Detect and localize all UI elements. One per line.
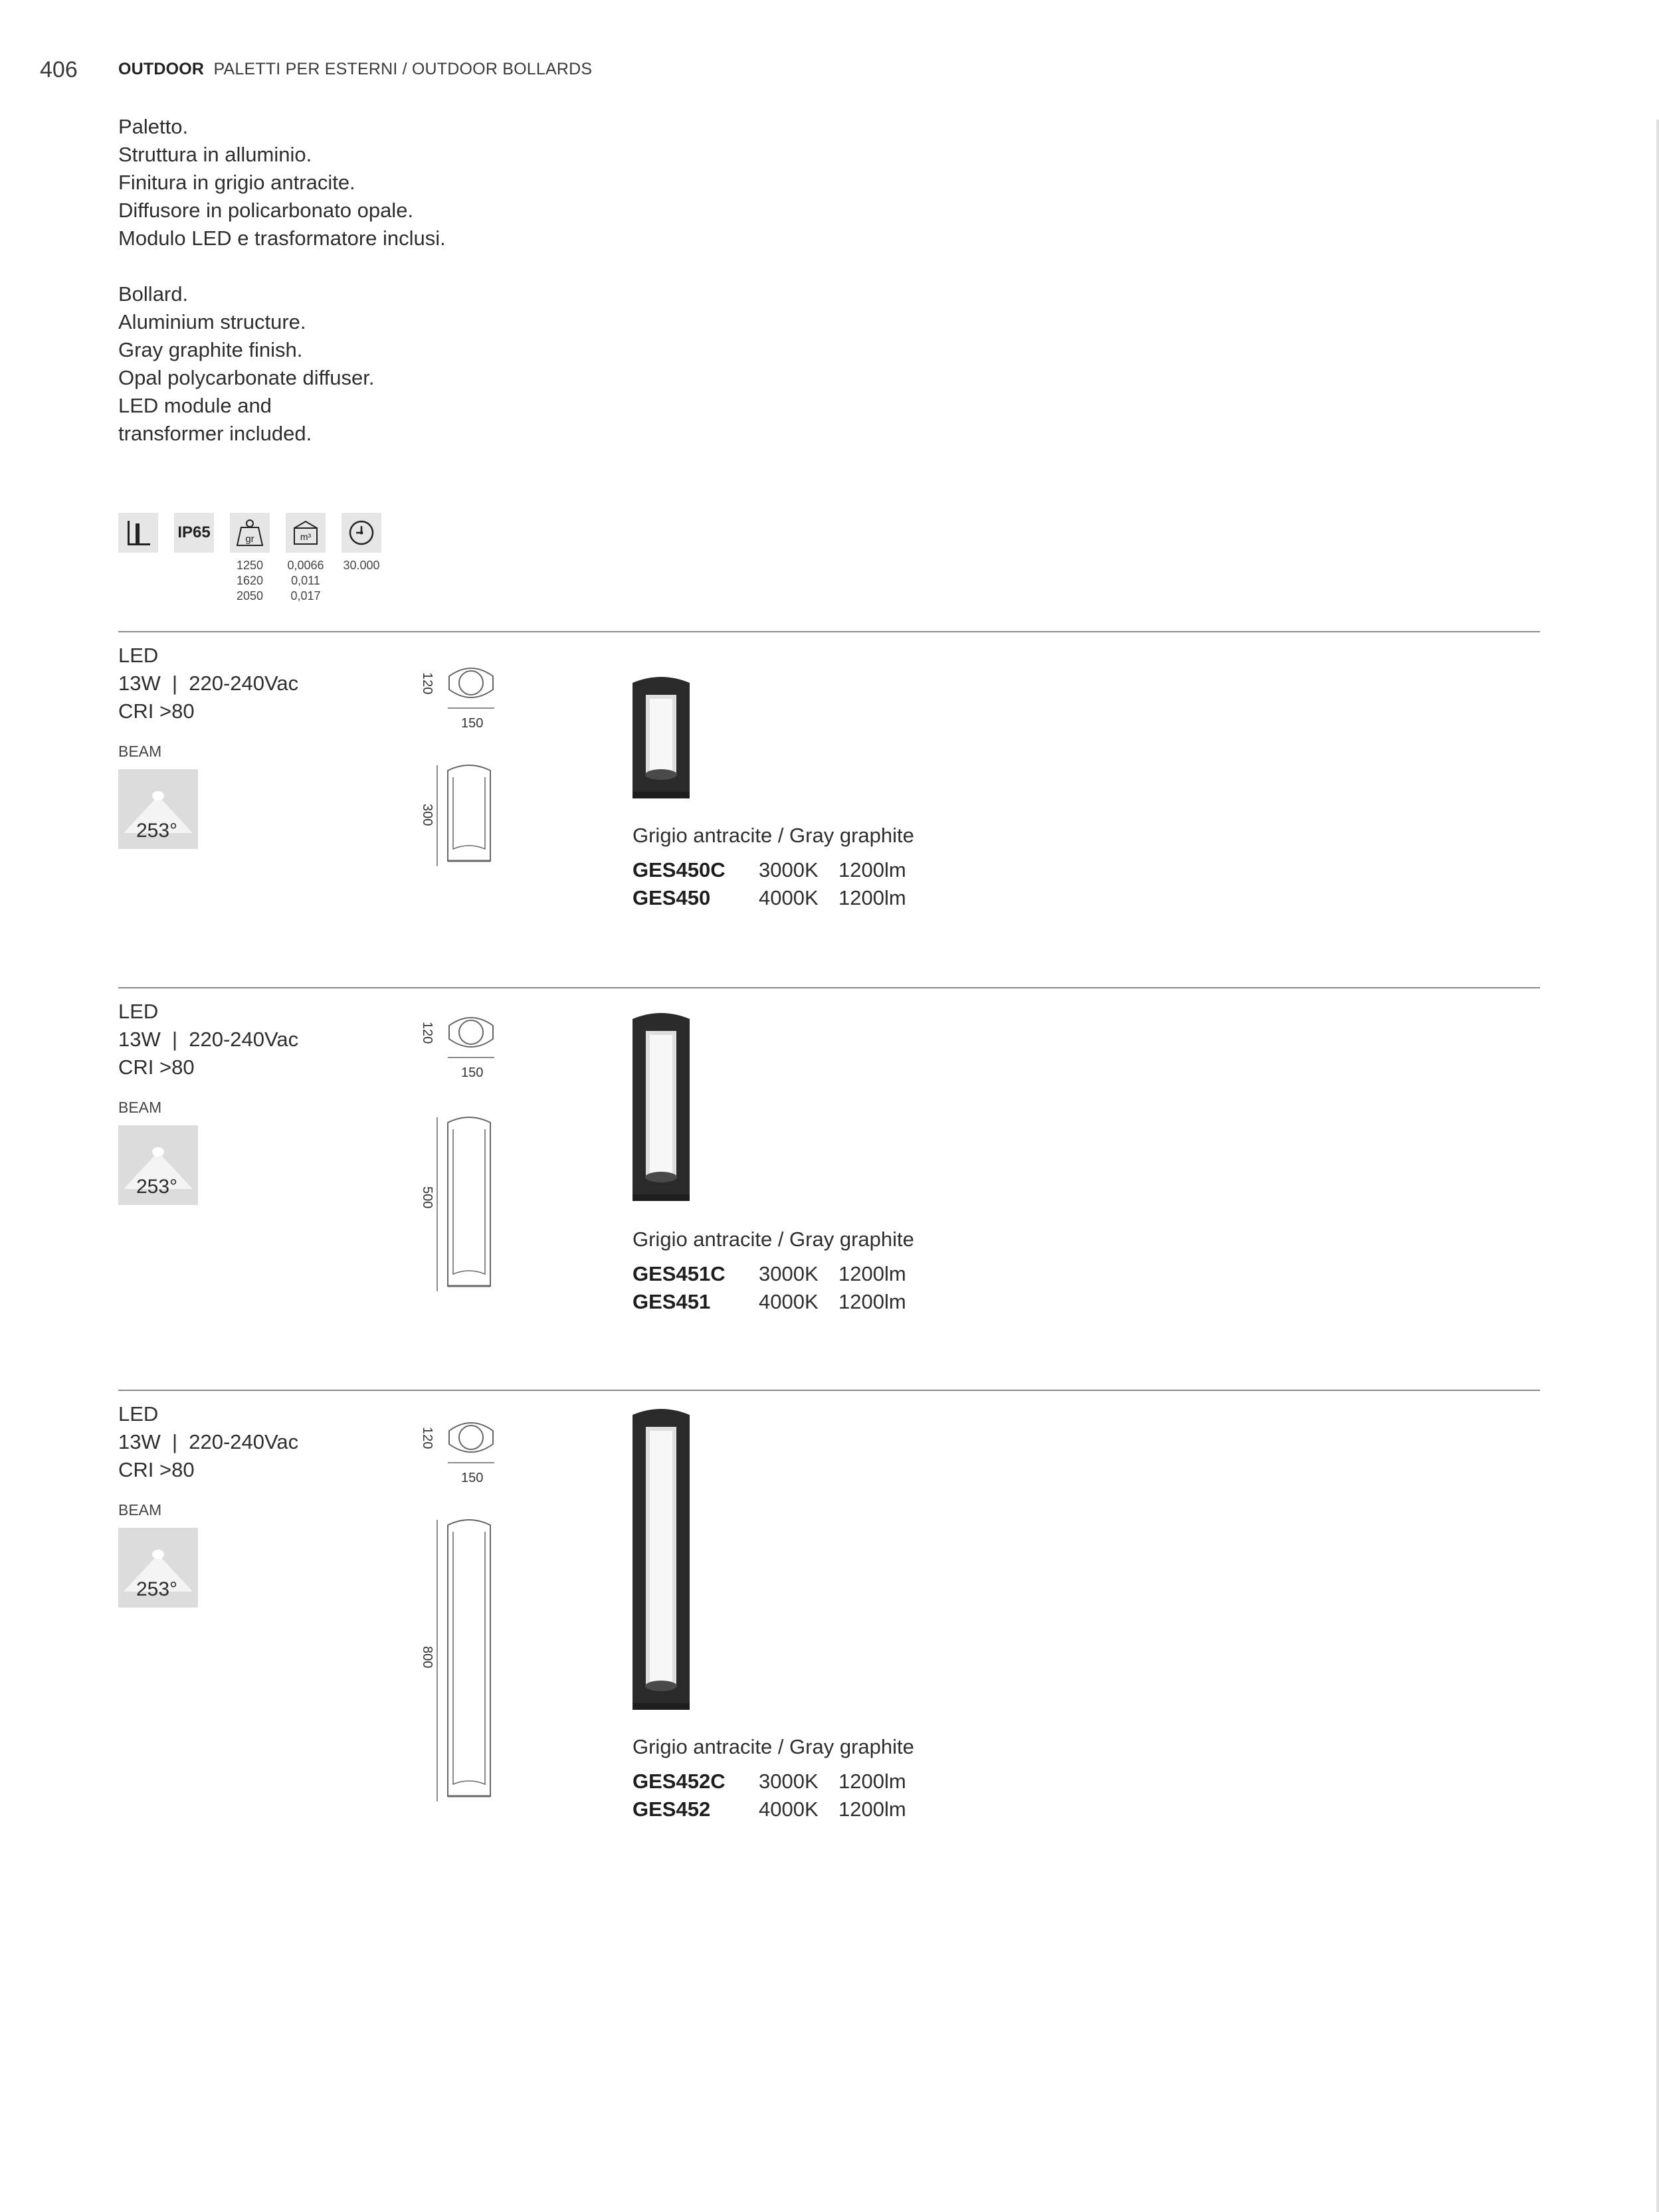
- luminous-flux: 1200lm: [838, 858, 906, 881]
- beam-angle: 253°: [136, 1578, 178, 1600]
- beam-angle: 253°: [136, 1176, 178, 1198]
- section-divider: [118, 987, 1540, 988]
- power-voltage: 13W | 220-240Vac: [118, 1430, 299, 1453]
- product-specs: [118, 642, 298, 725]
- color-temperature: 4000K: [759, 886, 819, 909]
- description-italian: [118, 113, 446, 252]
- product-specs: [118, 998, 298, 1081]
- volume-value: 0,0066: [287, 559, 324, 572]
- description-line: Struttura in alluminio.: [118, 143, 312, 166]
- variant-row: [633, 886, 906, 910]
- color-temperature: 3000K: [759, 1770, 819, 1793]
- page-edge-shadow: [1656, 120, 1659, 2212]
- side-view-drawing: [436, 763, 502, 869]
- variant-row: [633, 1797, 906, 1821]
- volume-value: 0,011: [291, 574, 320, 587]
- variant-row: [633, 1290, 906, 1314]
- luminous-flux: 1200lm: [838, 886, 906, 909]
- top-view-drawing: [441, 1011, 501, 1064]
- box-volume-icon: [286, 513, 326, 553]
- beam-diagram: [118, 1528, 198, 1608]
- weight-unit: gr: [245, 533, 254, 545]
- product-specs: [118, 1400, 298, 1484]
- weight-value: 1620: [236, 574, 264, 587]
- product-photo-ges451: [625, 1011, 698, 1210]
- variant-row: [633, 1262, 906, 1286]
- beam-label: BEAM: [118, 743, 162, 760]
- section-header: [118, 60, 592, 79]
- lifetime-values: [335, 558, 388, 573]
- weight-value: 2050: [236, 589, 264, 602]
- cri-value: CRI >80: [118, 1056, 195, 1079]
- luminous-flux: 1200lm: [838, 1262, 906, 1285]
- section-divider: [118, 631, 1540, 632]
- power-voltage: 13W | 220-240Vac: [118, 1028, 299, 1051]
- beam-angle: 253°: [136, 820, 178, 842]
- clock-icon: [342, 513, 381, 553]
- product-code: GES450: [633, 886, 711, 909]
- power-voltage: 13W | 220-240Vac: [118, 672, 299, 695]
- product-code: GES452: [633, 1797, 711, 1821]
- weight-values: [223, 558, 276, 604]
- cri-value: CRI >80: [118, 1458, 195, 1481]
- beam-diagram: [118, 769, 198, 849]
- product-section-ges451: [0, 998, 1659, 1383]
- dimension-depth: 120: [420, 672, 435, 695]
- ip-rating-label: IP65: [177, 523, 211, 541]
- light-source: LED: [118, 644, 159, 667]
- description-english: [118, 280, 374, 448]
- volume-values: [279, 558, 332, 604]
- description-line: Aluminium structure.: [118, 310, 306, 333]
- cri-value: CRI >80: [118, 699, 195, 723]
- dimension-width: 150: [461, 716, 484, 731]
- lifetime-value: 30.000: [343, 559, 380, 572]
- dimension-width: 150: [461, 1471, 484, 1485]
- description-line: Gray graphite finish.: [118, 338, 303, 361]
- light-source: LED: [118, 1000, 159, 1023]
- description-line: Modulo LED e trasformatore inclusi.: [118, 227, 446, 250]
- variant-row: [633, 1770, 906, 1794]
- dimension-depth: 120: [420, 1427, 435, 1449]
- product-code: GES452C: [633, 1770, 726, 1793]
- product-photo-ges452: [625, 1407, 698, 1719]
- description-line: Diffusore in policarbonato opale.: [118, 199, 414, 222]
- dimension-height: 300: [420, 804, 435, 826]
- variant-row: [633, 858, 906, 882]
- color-temperature: 3000K: [759, 1262, 819, 1285]
- dimension-height: 800: [420, 1646, 435, 1669]
- product-code: GES451C: [633, 1262, 726, 1285]
- section-divider: [118, 1390, 1540, 1391]
- description-line: LED module and: [118, 394, 272, 417]
- side-view-drawing: [436, 1115, 502, 1294]
- beam-diagram: [118, 1125, 198, 1205]
- description-line: transformer included.: [118, 422, 312, 445]
- product-photo-ges450: [625, 675, 698, 808]
- weight-icon: [230, 513, 270, 553]
- header-category: OUTDOOR: [118, 60, 205, 78]
- color-temperature: 3000K: [759, 858, 819, 881]
- luminous-flux: 1200lm: [838, 1290, 906, 1313]
- page-number: 406: [40, 57, 78, 82]
- description-line: Bollard.: [118, 282, 189, 306]
- luminous-flux: 1200lm: [838, 1797, 906, 1821]
- volume-unit: m³: [300, 531, 312, 542]
- beam-label: BEAM: [118, 1501, 162, 1519]
- top-view-drawing: [441, 1416, 501, 1469]
- product-section-ges452: [0, 1400, 1659, 1865]
- weight-value: 1250: [236, 559, 264, 572]
- luminous-flux: 1200lm: [838, 1770, 906, 1793]
- color-temperature: 4000K: [759, 1290, 819, 1313]
- finish-label: Grigio antracite / Gray graphite: [633, 824, 914, 847]
- description-line: Opal polycarbonate diffuser.: [118, 366, 375, 389]
- light-source: LED: [118, 1402, 159, 1426]
- dimension-depth: 120: [420, 1022, 435, 1044]
- ip-rating-badge: [174, 513, 214, 553]
- volume-value: 0,017: [290, 589, 321, 602]
- dimension-height: 500: [420, 1186, 435, 1209]
- floor-mount-icon: [118, 513, 158, 553]
- product-code: GES450C: [633, 858, 726, 881]
- beam-label: BEAM: [118, 1099, 162, 1116]
- dimension-width: 150: [461, 1065, 484, 1080]
- finish-label: Grigio antracite / Gray graphite: [633, 1735, 914, 1758]
- description-line: Finitura in grigio antracite.: [118, 171, 355, 194]
- finish-label: Grigio antracite / Gray graphite: [633, 1228, 914, 1251]
- product-section-ges450: [0, 642, 1659, 974]
- header-subtitle: PALETTI PER ESTERNI / OUTDOOR BOLLARDS: [213, 60, 593, 78]
- top-view-drawing: [441, 662, 501, 715]
- product-code: GES451: [633, 1290, 711, 1313]
- color-temperature: 4000K: [759, 1797, 819, 1821]
- side-view-drawing: [436, 1517, 502, 1804]
- description-line: Paletto.: [118, 115, 189, 138]
